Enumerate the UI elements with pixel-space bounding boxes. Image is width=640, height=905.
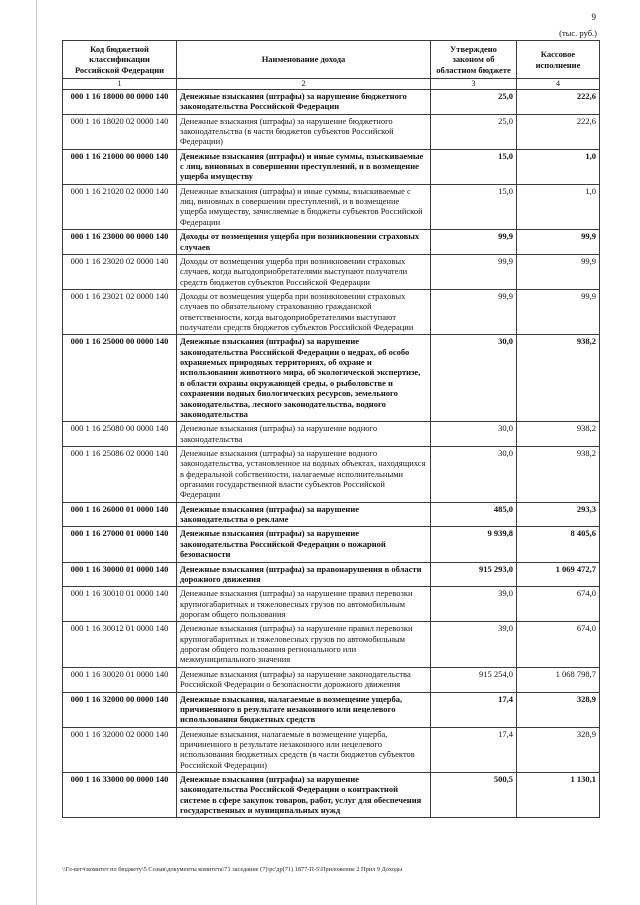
budget-code-cell: 000 1 16 21020 02 0000 140: [63, 184, 177, 229]
approved-amount-cell: 30,0: [431, 446, 517, 502]
column-number-4: 4: [517, 79, 600, 90]
header-budget-code: Код бюджетной классификации Российской Федерации: [63, 41, 177, 79]
income-name-cell: Денежные взыскания (штрафы) за нарушение правил перевозки крупногабаритных и тяжеловесных грузов по автомобильным дорогам общего пользования: [177, 587, 431, 622]
income-name-cell: Денежные взыскания, налагаемые в возмещение ущерба, причиненного в результате незаконного или нецелевого использования бюджетных средств: [177, 692, 431, 727]
header-income-name: Наименование дохода: [177, 41, 431, 79]
page-number: 9: [591, 12, 596, 22]
table-row: [63, 335, 600, 422]
income-name-cell: Денежные взыскания (штрафы) за нарушение законодательства Российской Федерации о недрах, об особо охраняемых природных территориях, об охране и использовании животного мира, об экологической экспертизе, в области охраны окружающей среды, о рыболовстве и сохранении водных биологических ресурсов, земельного законодательства, лесного законодательства, водного законодательства: [177, 335, 431, 422]
income-name-cell: Денежные взыскания (штрафы) за нарушение бюджетного законодательства Российской Федерации: [177, 89, 431, 114]
table-row: [63, 667, 600, 692]
column-number-2: 2: [177, 79, 431, 90]
budget-code-cell: 000 1 16 30020 01 0000 140: [63, 667, 177, 692]
cash-execution-cell: 222,6: [517, 114, 600, 149]
column-numbers-row: [63, 79, 600, 90]
approved-amount-cell: 25,0: [431, 114, 517, 149]
budget-code-cell: 000 1 16 18020 02 0000 140: [63, 114, 177, 149]
budget-code-cell: 000 1 16 26000 01 0000 140: [63, 502, 177, 527]
cash-execution-cell: 938,2: [517, 446, 600, 502]
approved-amount-cell: 915 293,0: [431, 562, 517, 587]
budget-code-cell: 000 1 16 30010 01 0000 140: [63, 587, 177, 622]
cash-execution-cell: 293,3: [517, 502, 600, 527]
page-content: [62, 28, 599, 818]
cash-execution-cell: 99,9: [517, 254, 600, 289]
income-name-cell: Денежные взыскания (штрафы) за нарушение законодательства Российской Федерации о пожарной безопасности: [177, 527, 431, 562]
budget-code-cell: 000 1 16 21000 00 0000 140: [63, 149, 177, 184]
document-file-path: \\Гл-вегч\комитет по бюджету\5 Созыв\документы комитета\71 заседание (7)\рс'др(71) 1877-П-5\Приложение 2 Прил 9 Доходы: [62, 866, 403, 873]
income-name-cell: Доходы от возмещения ущерба при возникновении страховых случаев, когда выгодоприобретателями выступают получатели средств бюджетов субъектов Российской Федерации: [177, 254, 431, 289]
budget-code-cell: 000 1 16 27000 01 0000 140: [63, 527, 177, 562]
table-row: [63, 502, 600, 527]
cash-execution-cell: 1,0: [517, 149, 600, 184]
approved-amount-cell: 25,0: [431, 89, 517, 114]
table-row: [63, 230, 600, 255]
cash-execution-cell: 1,0: [517, 184, 600, 229]
budget-code-cell: 000 1 16 30000 01 0000 140: [63, 562, 177, 587]
budget-code-cell: 000 1 16 25000 00 0000 140: [63, 335, 177, 422]
approved-amount-cell: 15,0: [431, 184, 517, 229]
budget-income-table: [62, 40, 600, 818]
cash-execution-cell: 1 068 798,7: [517, 667, 600, 692]
cash-execution-cell: 99,9: [517, 230, 600, 255]
budget-code-cell: 000 1 16 25086 02 0000 140: [63, 446, 177, 502]
cash-execution-cell: 674,0: [517, 587, 600, 622]
approved-amount-cell: 30,0: [431, 422, 517, 447]
table-header: [63, 41, 600, 90]
table-row: [63, 114, 600, 149]
budget-code-cell: 000 1 16 18000 00 0000 140: [63, 89, 177, 114]
table-row: [63, 422, 600, 447]
budget-code-cell: 000 1 16 23021 02 0000 140: [63, 289, 177, 334]
table-row: [63, 149, 600, 184]
cash-execution-cell: 222,6: [517, 89, 600, 114]
table-row: [63, 587, 600, 622]
approved-amount-cell: 500,5: [431, 773, 517, 818]
income-name-cell: Денежные взыскания (штрафы) за нарушение правил перевозки крупногабаритных и тяжеловесных грузов по автомобильным дорогам общего пользования регионального или межмуниципального значения: [177, 622, 431, 667]
budget-code-cell: 000 1 16 23000 00 0000 140: [63, 230, 177, 255]
units-note: (тыс. руб.): [559, 28, 597, 38]
table-row: [63, 89, 600, 114]
approved-amount-cell: 99,9: [431, 289, 517, 334]
table-row: [63, 527, 600, 562]
scan-edge-line: [36, 0, 37, 905]
table-body: [63, 89, 600, 818]
table-row: [63, 562, 600, 587]
approved-amount-cell: 99,9: [431, 230, 517, 255]
budget-code-cell: 000 1 16 32000 00 0000 140: [63, 692, 177, 727]
income-name-cell: Доходы от возмещения ущерба при возникновении страховых случаев: [177, 230, 431, 255]
cash-execution-cell: 328,9: [517, 692, 600, 727]
income-name-cell: Денежные взыскания (штрафы) за нарушение водного законодательства, установленное на водных объектах, находящихся в федеральной собственности, налагаемые исполнительными органами государственной власти субъектов Российской Федерации: [177, 446, 431, 502]
income-name-cell: Денежные взыскания (штрафы) за правонарушения в области дорожного движения: [177, 562, 431, 587]
header-cash-execution: Кассовое исполнение: [517, 41, 600, 79]
cash-execution-cell: 938,2: [517, 335, 600, 422]
income-name-cell: Денежные взыскания (штрафы) за нарушение бюджетного законодательства (в части бюджетов субъектов Российской Федерации): [177, 114, 431, 149]
cash-execution-cell: 938,2: [517, 422, 600, 447]
income-name-cell: Доходы от возмещения ущерба при возникновении страховых случаев по обязательному страхованию гражданской ответственности, когда выгодоприобретателями выступают получатели средств бюджетов субъектов Российской Федерации: [177, 289, 431, 334]
table-row: [63, 289, 600, 334]
budget-code-cell: 000 1 16 32000 02 0000 140: [63, 727, 177, 772]
approved-amount-cell: 485,0: [431, 502, 517, 527]
approved-amount-cell: 17,4: [431, 727, 517, 772]
column-number-1: 1: [63, 79, 177, 90]
cash-execution-cell: 1 069 472,7: [517, 562, 600, 587]
approved-amount-cell: 99,9: [431, 254, 517, 289]
table-row: [63, 622, 600, 667]
approved-amount-cell: 39,0: [431, 622, 517, 667]
table-row: [63, 727, 600, 772]
income-name-cell: Денежные взыскания (штрафы) за нарушение водного законодательства: [177, 422, 431, 447]
table-row: [63, 446, 600, 502]
approved-amount-cell: 17,4: [431, 692, 517, 727]
income-name-cell: Денежные взыскания (штрафы) за нарушение законодательства о рекламе: [177, 502, 431, 527]
header-approved: Утверждено законом об областном бюджете: [431, 41, 517, 79]
approved-amount-cell: 915 254,0: [431, 667, 517, 692]
income-name-cell: Денежные взыскания (штрафы) и иные суммы, взыскиваемые с лиц, виновных в совершении преступлений, и в возмещение ущерба имуществу, зачисляемые в бюджеты субъектов Российской Федерации: [177, 184, 431, 229]
approved-amount-cell: 39,0: [431, 587, 517, 622]
table-row: [63, 254, 600, 289]
cash-execution-cell: 1 130,1: [517, 773, 600, 818]
cash-execution-cell: 328,9: [517, 727, 600, 772]
budget-code-cell: 000 1 16 25080 00 0000 140: [63, 422, 177, 447]
table-row: [63, 773, 600, 818]
table-row: [63, 692, 600, 727]
income-name-cell: Денежные взыскания (штрафы) за нарушение законодательства Российской Федерации о безопасности дорожного движения: [177, 667, 431, 692]
approved-amount-cell: 9 939,8: [431, 527, 517, 562]
budget-code-cell: 000 1 16 30012 01 0000 140: [63, 622, 177, 667]
cash-execution-cell: 99,9: [517, 289, 600, 334]
column-number-3: 3: [431, 79, 517, 90]
approved-amount-cell: 15,0: [431, 149, 517, 184]
budget-code-cell: 000 1 16 33000 00 0000 140: [63, 773, 177, 818]
cash-execution-cell: 674,0: [517, 622, 600, 667]
income-name-cell: Денежные взыскания, налагаемые в возмещение ущерба, причиненного в результате незаконного или нецелевого использования бюджетных средств (в части бюджетов субъектов Российской Федерации): [177, 727, 431, 772]
cash-execution-cell: 8 405,6: [517, 527, 600, 562]
budget-code-cell: 000 1 16 23020 02 0000 140: [63, 254, 177, 289]
income-name-cell: Денежные взыскания (штрафы) и иные суммы, взыскиваемые с лиц, виновных в совершении преступлений, и в возмещение ущерба имуществу: [177, 149, 431, 184]
table-row: [63, 184, 600, 229]
income-name-cell: Денежные взыскания (штрафы) за нарушение законодательства Российской Федерации о контрактной системе в сфере закупок товаров, работ, услуг для обеспечения государственных и муниципальных нужд: [177, 773, 431, 818]
approved-amount-cell: 30,0: [431, 335, 517, 422]
